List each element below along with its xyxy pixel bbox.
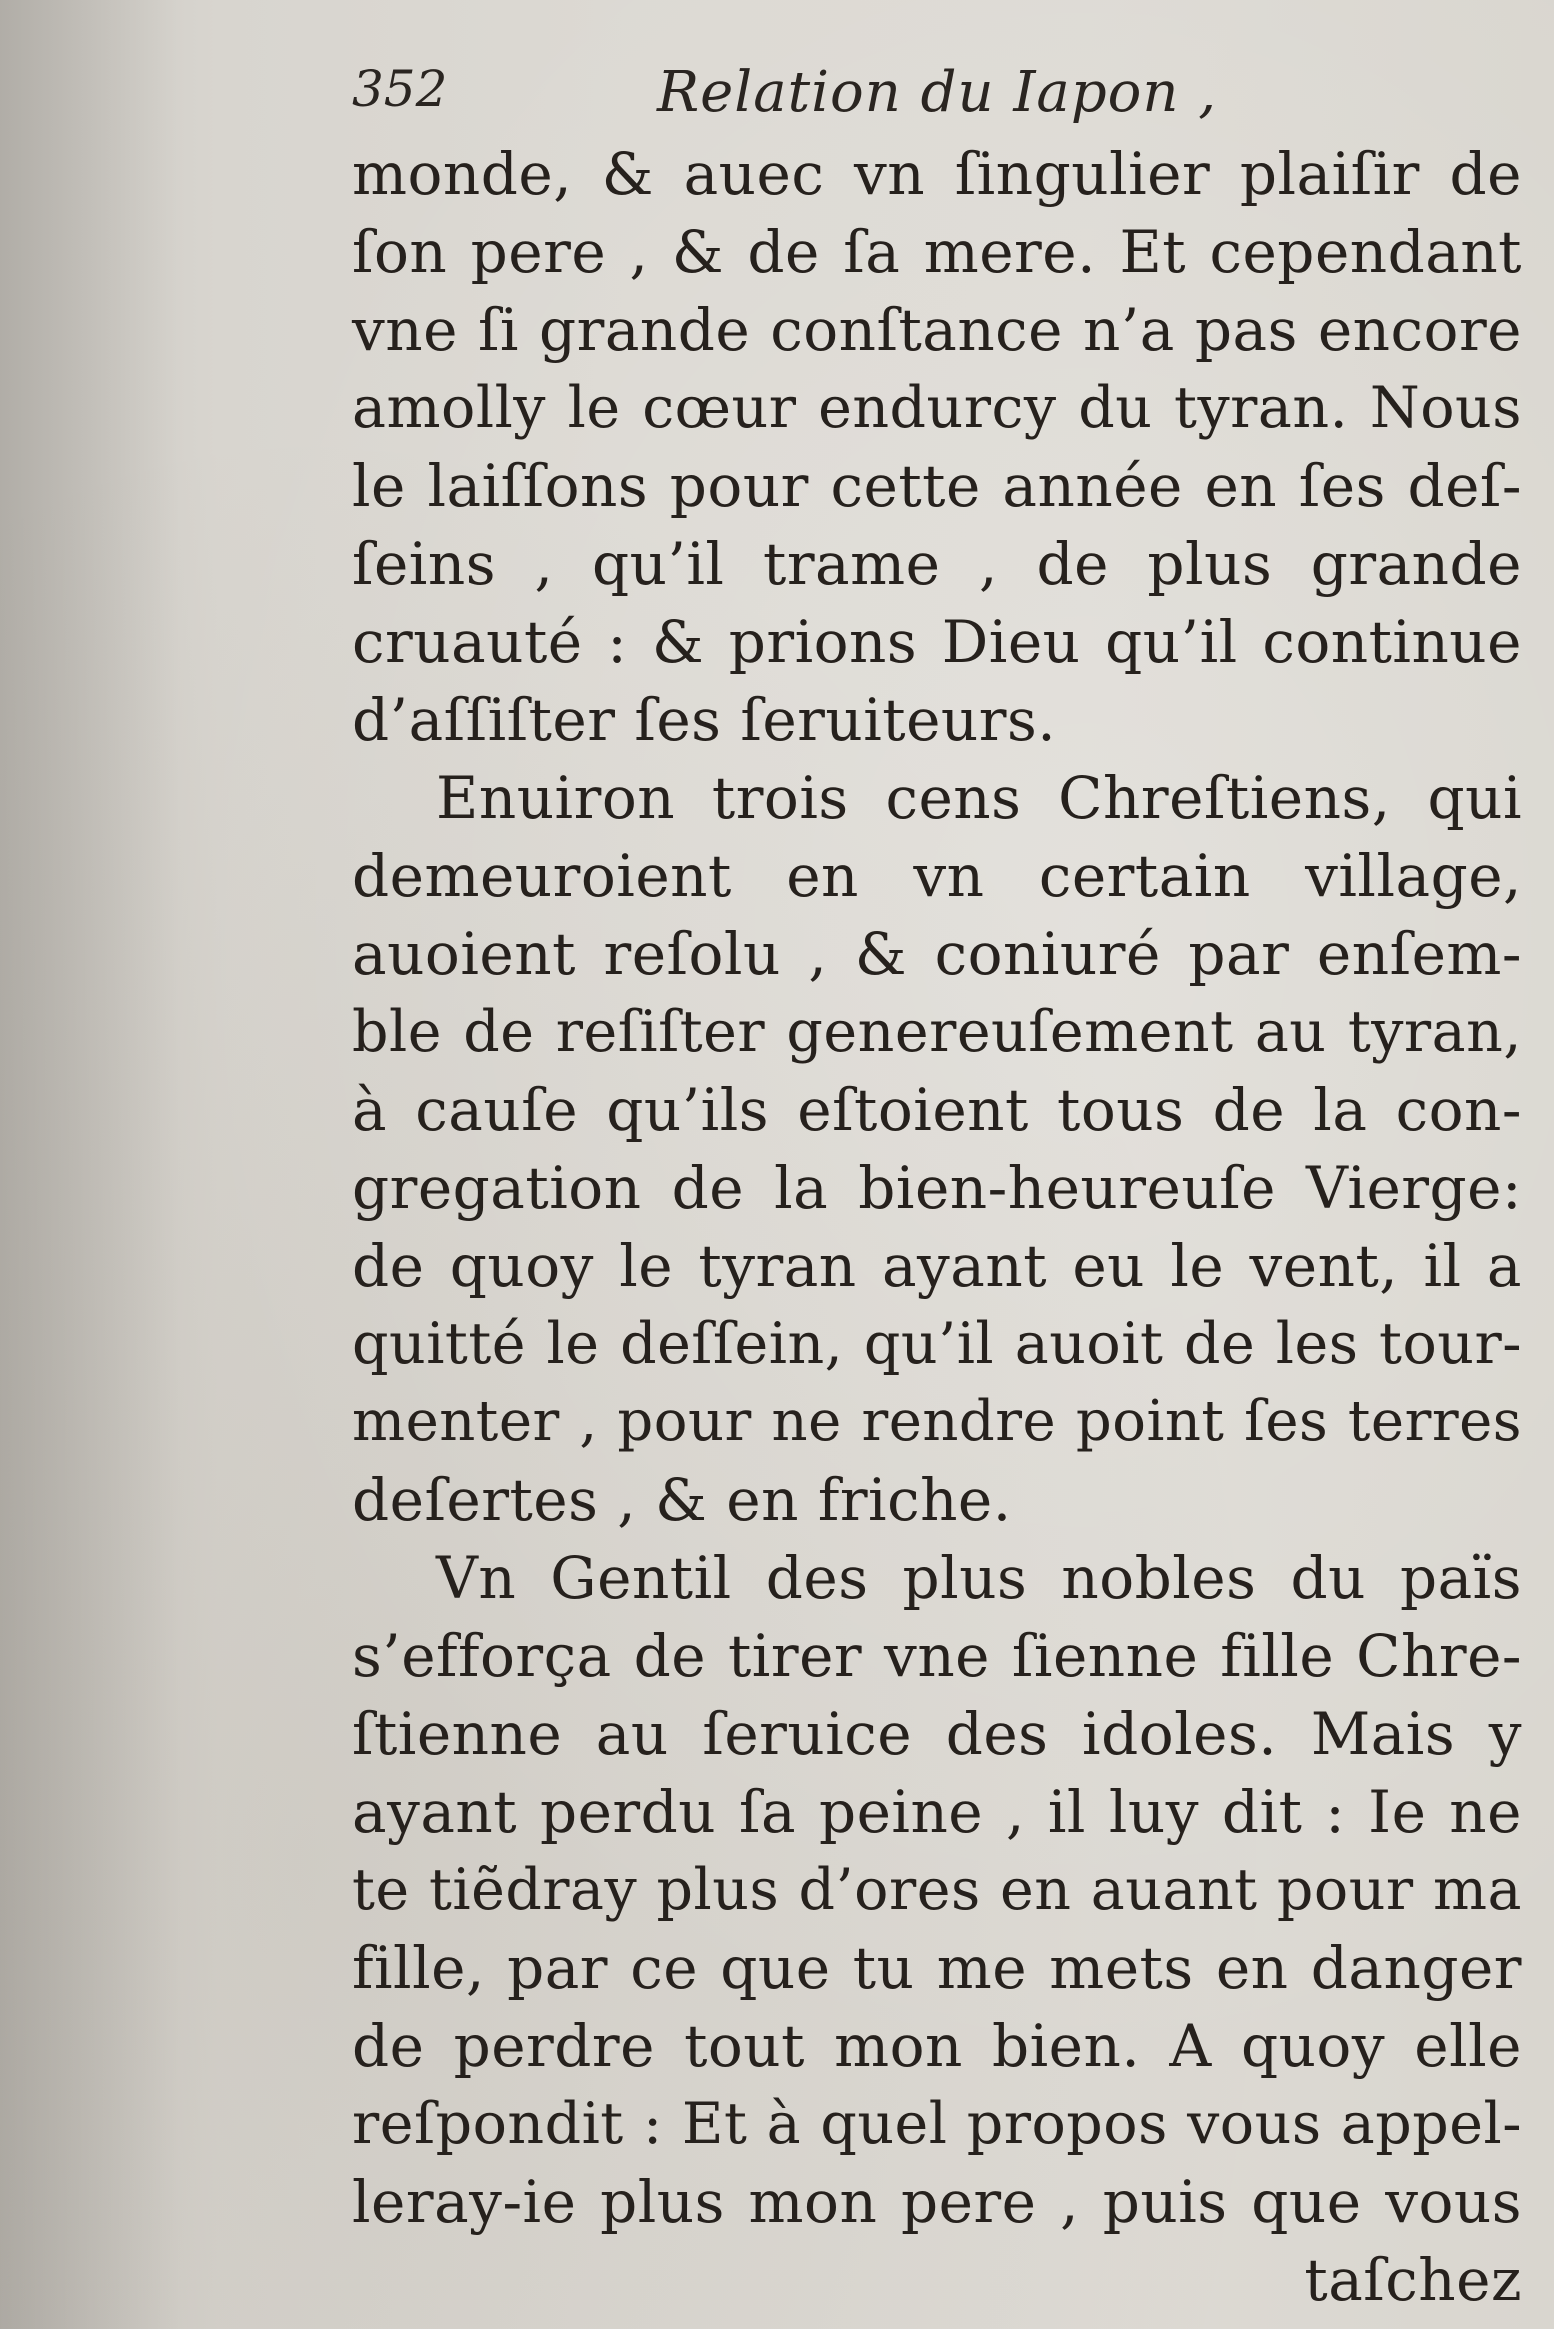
text-line: cruauté : & prions Dieu qu’il continue [352, 608, 1522, 676]
text-line: ayant perdu ſa peine , il luy dit : Ie ne [352, 1778, 1522, 1846]
text-line: s’efforça de tirer vne ſienne fille Chre- [352, 1622, 1522, 1690]
text-line: demeuroient en vn certain village, [352, 842, 1522, 910]
text-line: quitté le deſſein, qu’il auoit de les tour- [352, 1311, 1522, 1377]
text-line: ble de reſiſter genereuſement au tyran, [352, 999, 1522, 1065]
page-header [352, 60, 1522, 132]
text-line: de perdre tout mon bien. A quoy elle [352, 2012, 1522, 2080]
text-line: menter , pour ne rendre point ſes terres [352, 1389, 1522, 1454]
text-line: ſtienne au ſeruice des idoles. Mais y [352, 1700, 1522, 1768]
text-line: ſon pere , & de ſa mere. Et cependant [352, 218, 1522, 286]
text-line: gregation de la bien-heureuſe Vierge: [352, 1154, 1522, 1222]
text-line: fille, par ce que tu me mets en danger [352, 1934, 1522, 2002]
text-line: de quoy le tyran ayant eu le vent, il a [352, 1232, 1522, 1300]
text-line: auoient reſolu , & coniuré par enſem- [352, 920, 1522, 988]
text-line: taſchez [1304, 2246, 1522, 2314]
text-line: ſeins , qu’il trame , de plus grande [352, 530, 1522, 598]
text-line: Vn Gentil des plus nobles du païs [436, 1544, 1522, 1612]
text-line: d’aſſiſter ſes ſeruiteurs. [352, 686, 1057, 754]
gutter-shadow [0, 0, 180, 2329]
text-line: reſpondit : Et à quel propos vous appel- [352, 2091, 1522, 2157]
text-line: monde, & auec vn ſingulier plaiſir de [352, 140, 1522, 208]
text-line: deſertes , & en friche. [352, 1466, 1012, 1534]
body-text [352, 135, 1522, 2319]
text-line: te tiẽdray plus d’ores en auant pour ma [352, 1857, 1522, 1923]
page-number: 352 [352, 60, 448, 118]
text-line: Enuiron trois cens Chreſtiens, qui [436, 764, 1522, 832]
running-title: Relation du Iapon , [657, 60, 1218, 125]
text-line: amolly le cœur endurcy du tyran. Nous [352, 375, 1522, 441]
text-line: le laiſſons pour cette année en ſes deſ- [352, 452, 1522, 520]
text-line: à cauſe qu’ils eſtoient tous de la con- [352, 1076, 1522, 1144]
text-line: vne ſi grande conſtance n’a pas encore [352, 296, 1522, 364]
text-line: leray-ie plus mon pere , puis que vous [352, 2168, 1522, 2236]
